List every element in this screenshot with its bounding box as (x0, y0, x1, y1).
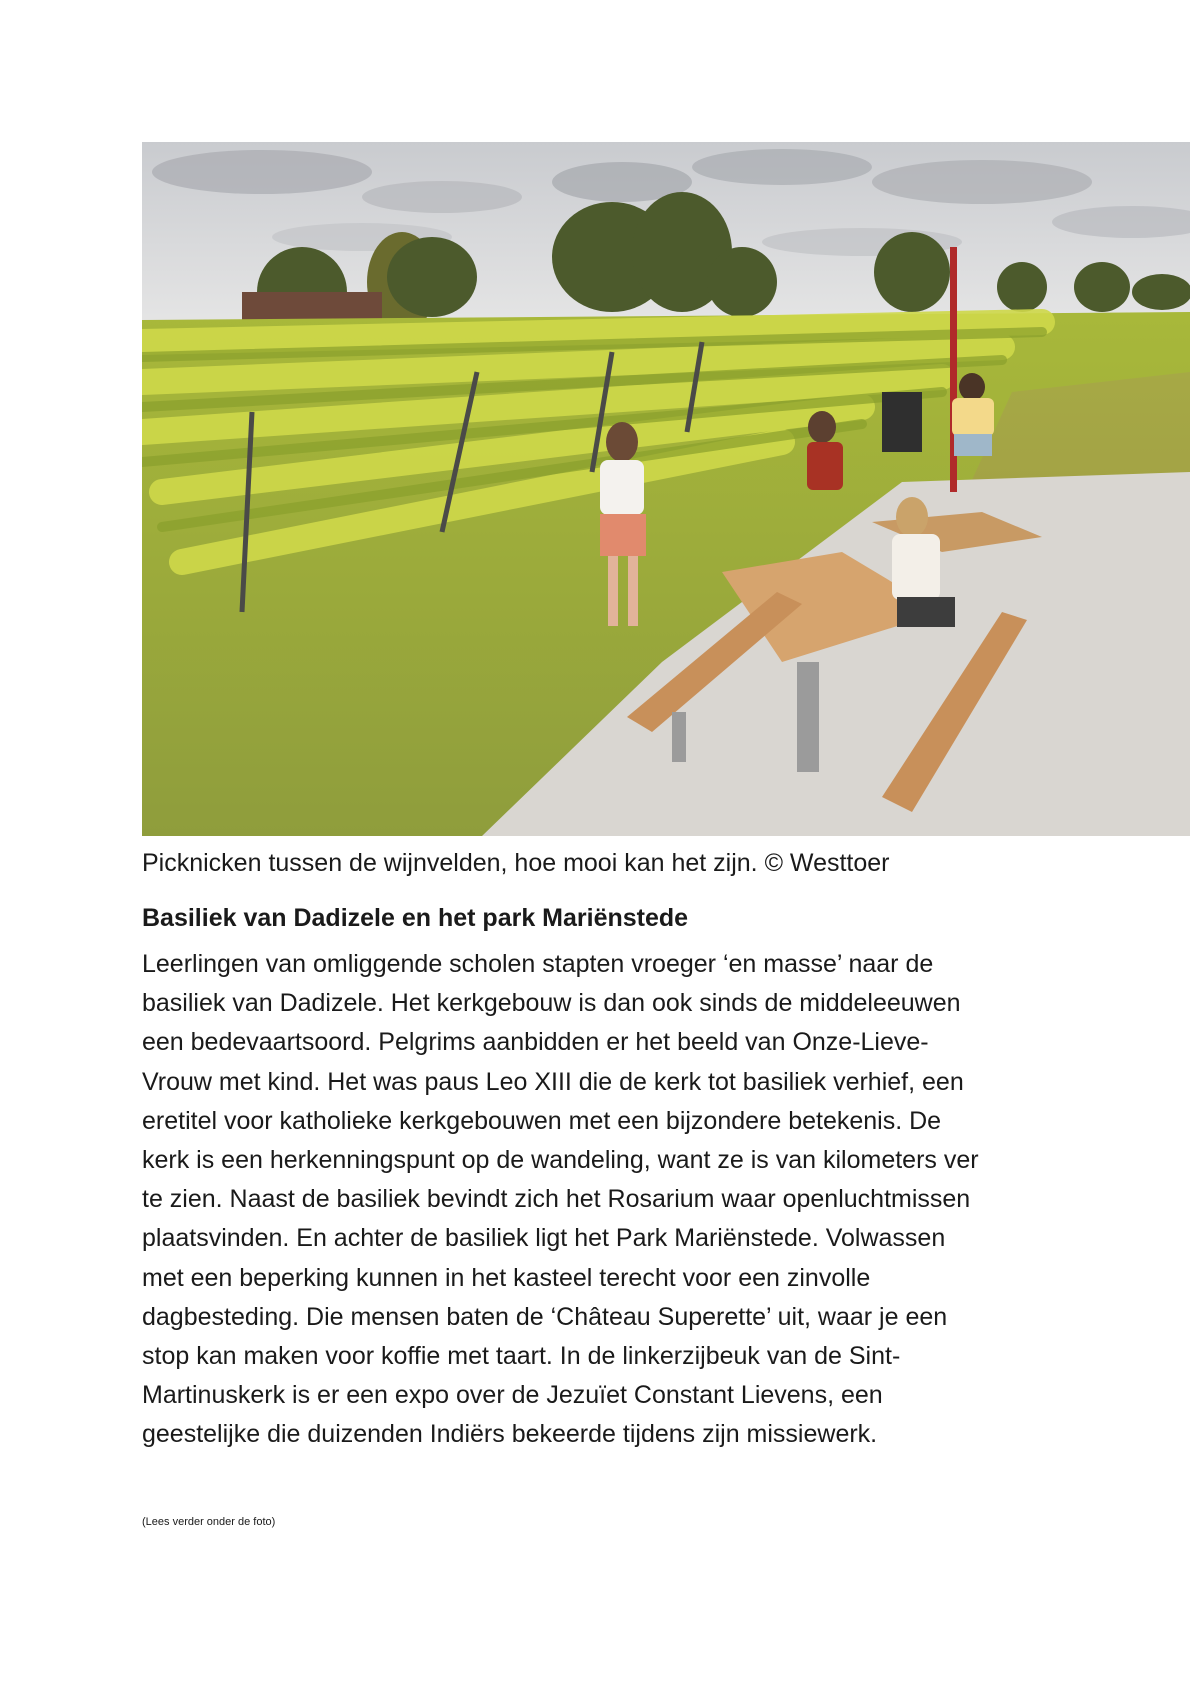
read-more-note: (Lees verder onder de foto) (142, 1516, 276, 1528)
body-line: Martinuskerk is er een expo over de Jezuïet Constant Lievens, een (142, 1381, 883, 1410)
body-line: dagbesteding. Die mensen baten de ‘Château Superette’ uit, waar je een (142, 1302, 948, 1331)
vineyard-picnic-photo (142, 142, 1190, 836)
body-line: eretitel voor katholieke kerkgebouwen met een bijzondere betekenis. De (142, 1106, 942, 1135)
body-line: basiliek van Dadizele. Het kerkgebouw is dan ook sinds de middeleeuwen (142, 989, 961, 1018)
body-line: een bedevaartsoord. Pelgrims aanbidden er het beeld van Onze-Lieve- (142, 1028, 929, 1057)
body-line: kerk is een herkenningspunt op de wandeling, want ze is van kilometers ver (142, 1145, 979, 1174)
body-line: stop kan maken voor koffie met taart. In de linkerzijbeuk van de Sint- (142, 1341, 901, 1370)
body-line: Leerlingen van omliggende scholen stapten vroeger ‘en masse’ naar de (142, 950, 934, 978)
body-line: geestelijke die duizenden Indiërs bekeerde tijdens zijn missiewerk. (142, 1420, 878, 1449)
photo-caption: Picknicken tussen de wijnvelden, hoe mooi kan het zijn. © Westtoer (142, 849, 890, 877)
body-line: Vrouw met kind. Het was paus Leo XIII die de kerk tot basiliek verhief, een (142, 1067, 964, 1096)
body-line: te zien. Naast de basiliek bevindt zich het Rosarium waar openluchtmissen (142, 1185, 971, 1214)
section-heading: Basiliek van Dadizele en het park Mariënstede (142, 904, 689, 932)
body-line: met een beperking kunnen in het kasteel terecht voor een zinvolle (142, 1263, 871, 1292)
body-line: plaatsvinden. En achter de basiliek ligt het Park Mariënstede. Volwassen (142, 1224, 946, 1253)
body-paragraph (142, 945, 1102, 1454)
